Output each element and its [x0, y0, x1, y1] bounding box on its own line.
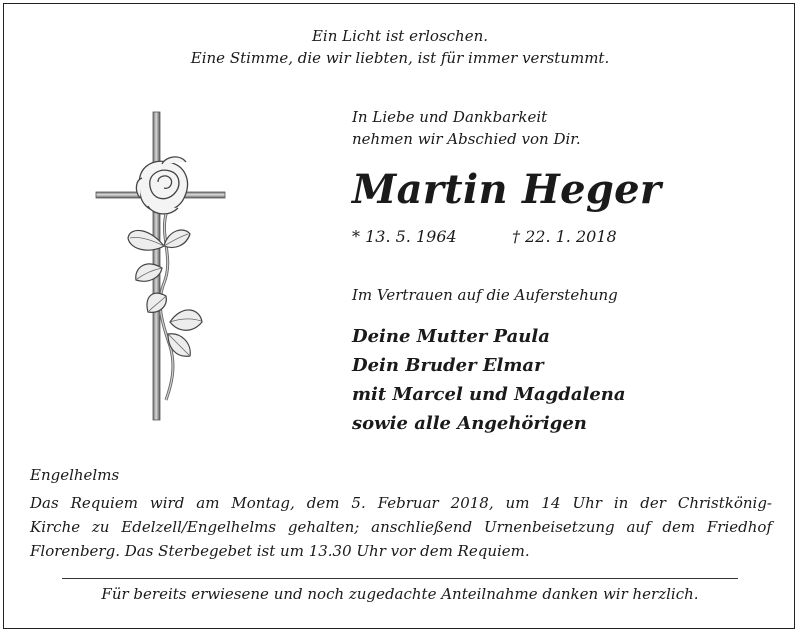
life-dates [352, 227, 617, 246]
motto-line-2: Eine Stimme, die wir liebten, ist für immer verstummt. [190, 49, 610, 67]
notice-line-2: Kirche zu Edelzell/Engelhelms gehalten; anschließend Urnenbeisetzung auf dem Friedhof [30, 518, 772, 536]
notice-line-3: Florenberg. Das Sterbegebet ist um 13.30 Uhr vor dem Requiem. [30, 542, 530, 560]
intro-line-1: In Liebe und Dankbarkeit [352, 108, 548, 126]
divider [62, 578, 738, 579]
death-date: † 22. 1. 2018 [512, 227, 617, 246]
faith-line: Im Vertrauen auf die Auferstehung [352, 286, 618, 304]
motto-line-1: Ein Licht ist erloschen. [311, 27, 489, 45]
birth-date: * 13. 5. 1964 [352, 227, 457, 246]
notice-line-1: Das Requiem wird am Montag, dem 5. Februar 2018, um 14 Uhr in der Christkönig- [30, 494, 772, 512]
intro-line-2: nehmen wir Abschied von Dir. [352, 130, 581, 148]
mourner-line: Deine Mutter Paula [352, 326, 550, 347]
deceased-name: Martin Heger [352, 166, 662, 213]
place-name: Engelhelms [30, 466, 120, 484]
mourner-line: sowie alle Angehörigen [352, 413, 587, 434]
thanks-line: Für bereits erwiesene und noch zugedachte Anteilnahme danken wir herzlich. [101, 585, 699, 603]
mourner-line: mit Marcel und Magdalena [352, 384, 626, 405]
mourner-line: Dein Bruder Elmar [352, 355, 544, 376]
cross-with-rose-icon [90, 108, 230, 423]
